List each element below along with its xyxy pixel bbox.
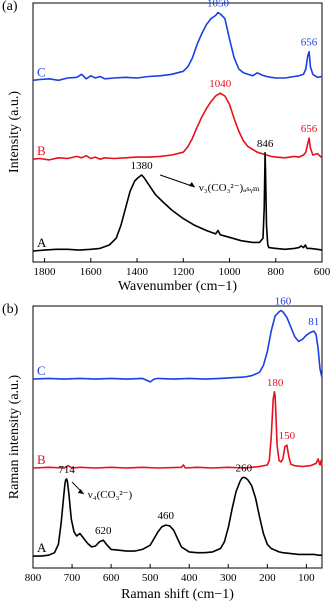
peak-label: 260: [235, 462, 253, 475]
x-tick-label: 300: [220, 572, 237, 584]
annotation-label: ν₃(CO₃²⁻)ₐₛᵧₘ: [198, 181, 260, 194]
peak-label: 1040: [209, 78, 232, 91]
y-axis-label: Intensity (a.u.): [7, 90, 22, 174]
panel-a: [2, 0, 331, 294]
annotation-arrowhead: [78, 489, 84, 494]
peak-label: 180: [266, 376, 284, 389]
x-tick-label: 1600: [79, 266, 102, 278]
x-tick-label: 1200: [172, 266, 195, 278]
series-label-A: A: [37, 540, 47, 556]
x-tick-label: 200: [259, 572, 276, 584]
series-label-C: C: [37, 64, 46, 80]
panel-b: [2, 296, 322, 602]
peak-label: 81: [308, 316, 320, 329]
y-axis-label: Raman intensity (a.u.): [7, 374, 22, 500]
series-line-C: [33, 311, 322, 382]
peak-label: 150: [278, 430, 296, 443]
x-tick-label: 1400: [126, 266, 149, 278]
peak-label: 1050: [206, 0, 229, 10]
annotation-arrowhead: [189, 182, 195, 187]
peak-label: 460: [157, 510, 175, 523]
x-tick-label: 500: [141, 572, 159, 584]
x-tick-label: 700: [63, 572, 81, 584]
peak-label: 656: [300, 123, 318, 136]
x-tick-label: 800: [267, 266, 285, 278]
plot-frame: [33, 3, 322, 262]
peak-label: 160: [274, 295, 292, 308]
series-line-A: [33, 153, 322, 251]
peak-label: 714: [58, 463, 75, 476]
x-tick-label: 800: [24, 572, 42, 584]
peak-label: 620: [95, 525, 112, 538]
series-label-B: B: [37, 452, 46, 468]
series-line-C: [33, 13, 322, 81]
series-label-C: C: [37, 363, 46, 379]
x-axis-label: Wavenumber (cm−1): [117, 279, 238, 294]
x-tick-label: 100: [298, 572, 315, 584]
x-tick-label: 1000: [218, 266, 241, 278]
peak-label: 1380: [130, 160, 153, 173]
peak-label: 656: [300, 36, 318, 49]
x-tick-label: 600: [313, 266, 331, 278]
annotation-label: ν₄(CO₃²⁻): [87, 489, 133, 502]
x-tick-label: 600: [102, 572, 120, 584]
x-tick-label: 1800: [33, 266, 56, 278]
series-label-A: A: [37, 234, 47, 250]
series-line-B: [33, 93, 322, 160]
peak-label: 846: [256, 137, 274, 150]
series-label-B: B: [37, 143, 46, 159]
x-tick-label: 400: [180, 572, 198, 584]
series-line-A: [33, 477, 322, 556]
x-axis-label: Raman shift (cm−1): [121, 587, 234, 602]
panel-label: (a): [2, 0, 18, 14]
panel-label: (b): [2, 302, 19, 317]
